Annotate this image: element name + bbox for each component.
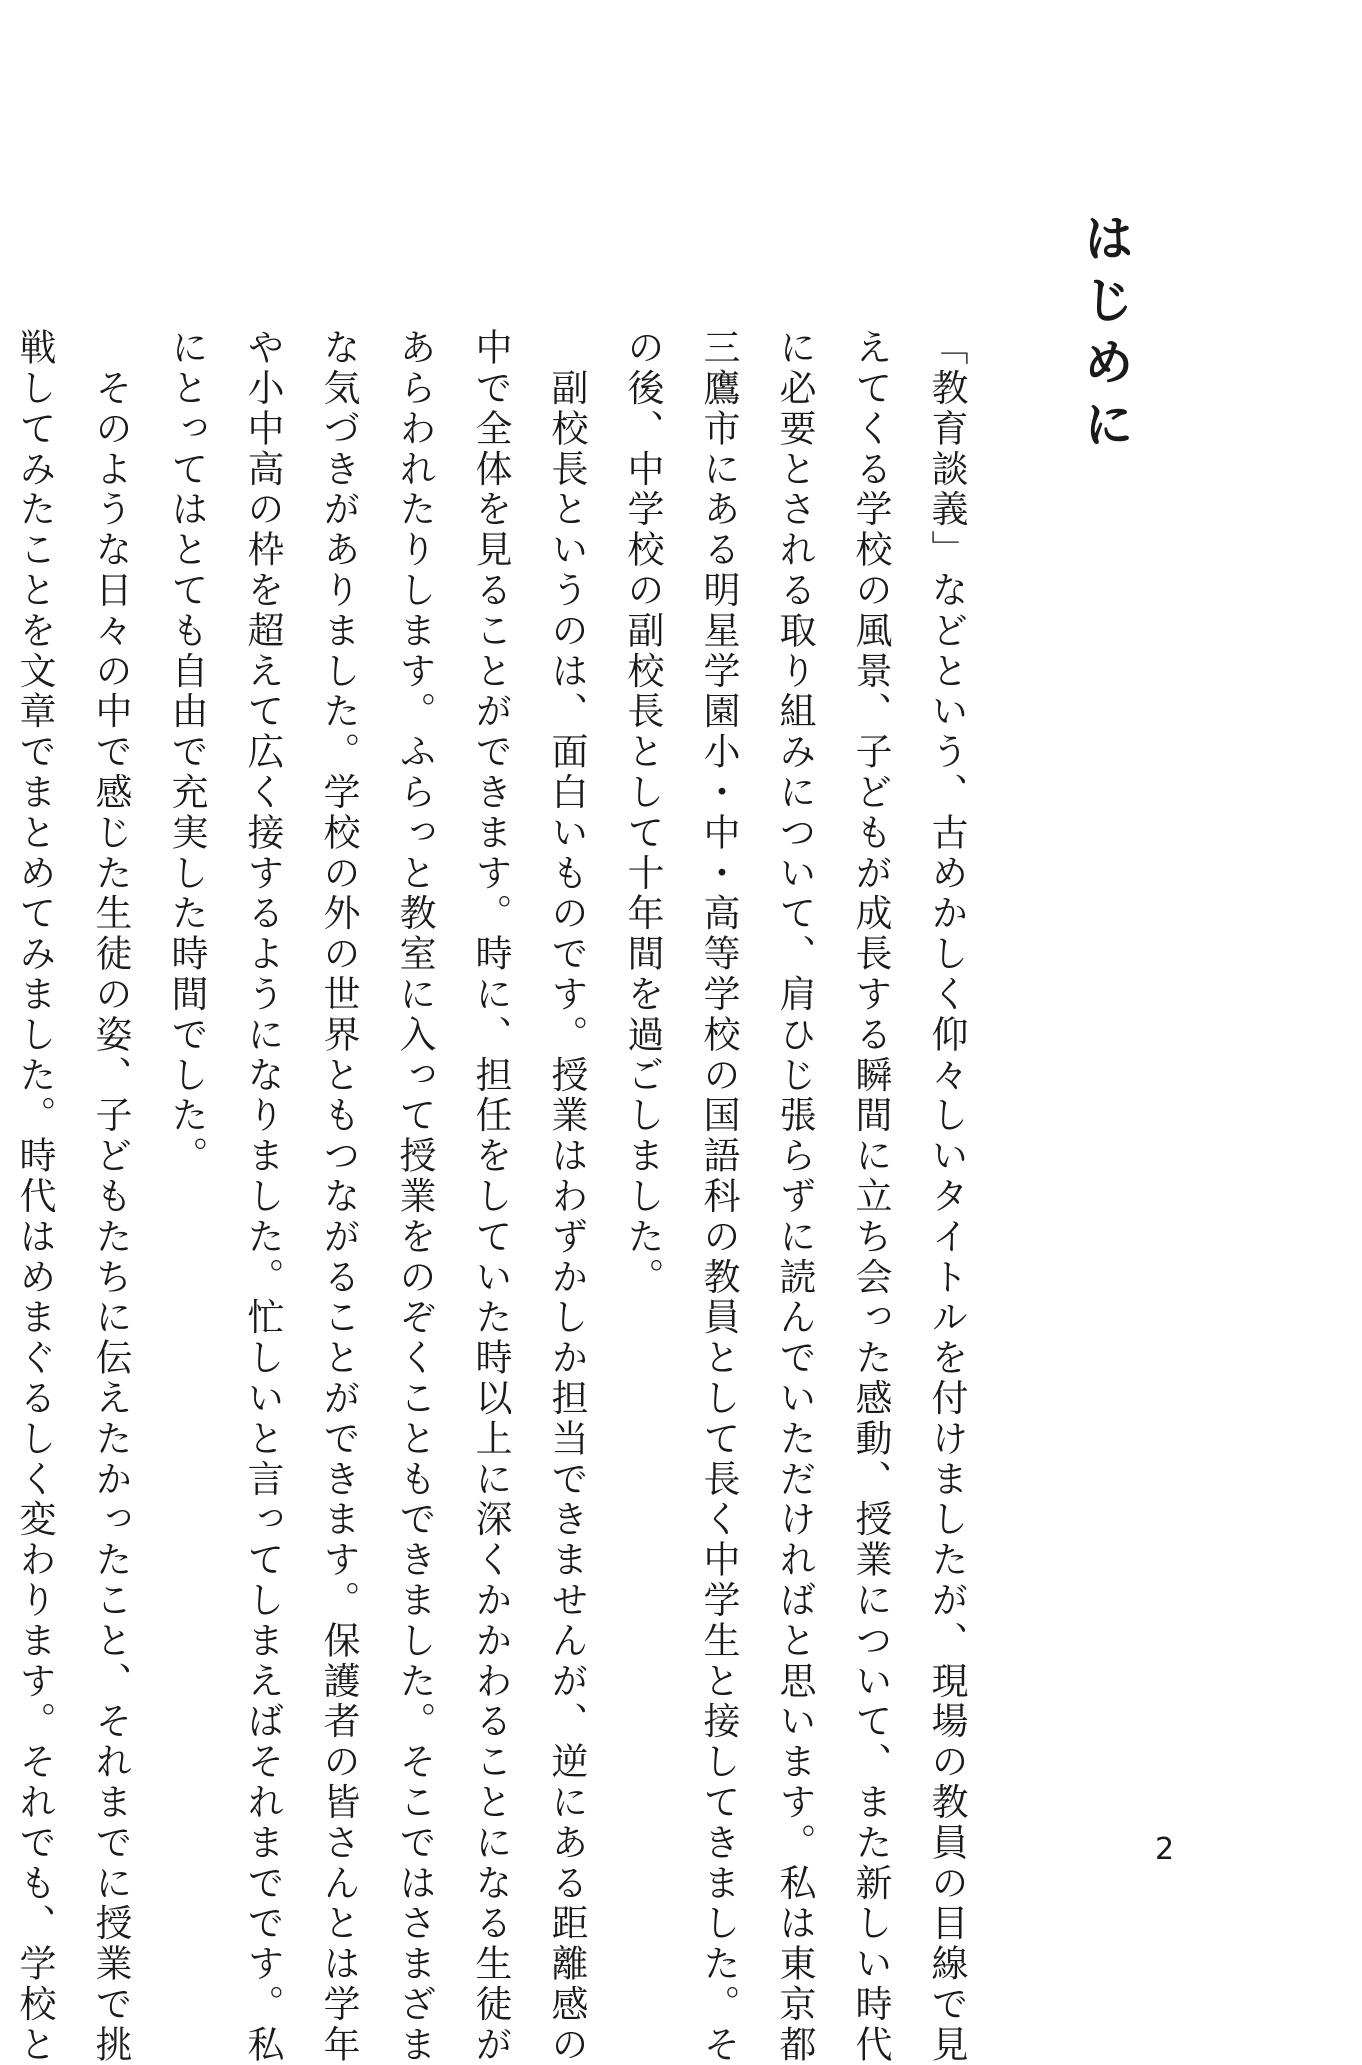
text-line: 三鷹市にある明星学園小・中・高等学校の国語科の教員として長く中学生と接してきました。そ: [697, 328, 740, 2065]
text-line: の後、中学校の副校長として十年間を過ごしました。: [621, 328, 664, 1298]
text-line: にとってはとても自由で充実した時間でした。: [165, 328, 208, 1177]
text-line: な気づきがありました。学校の外の世界ともつながることができます。保護者の皆さんとは学年: [317, 328, 360, 2065]
text-line: 戦してみたことを文章でまとめてみました。時代はめまぐるしく変わります。それでも、学校と: [13, 328, 56, 2065]
chapter-title: はじめに: [1076, 212, 1134, 460]
text-line: えてくる学校の風景、子どもが成長する瞬間に立ち会った感動、授業について、また新しい時代: [849, 328, 892, 2065]
text-line: 副校長というのは、面白いものです。授業はわずかしか担当できませんが、逆にある距離感の: [545, 328, 588, 2065]
text-line: 中で全体を見ることができます。時に、担任をしていた時以上に深くかかわることになる生徒が: [469, 328, 512, 2065]
page-number: 2: [1155, 1832, 1175, 1867]
text-line: そのような日々の中で感じた生徒の姿、子どもたちに伝えたかったこと、それまでに授業で挑: [89, 328, 132, 2065]
text-line: あらわれたりします。ふらっと教室に入って授業をのぞくこともできました。そこではさまざま: [393, 328, 436, 2065]
text-line: 「教育談義」などという、古めかしく仰々しいタイトルを付けましたが、現場の教員の目線で見: [925, 328, 968, 2065]
text-line: に必要とされる取り組みについて、肩ひじ張らずに読んでいただければと思います。私は東京都: [773, 328, 816, 2065]
text-line: や小中高の枠を超えて広く接するようになりました。忙しいと言ってしまえばそれまでです。私: [241, 328, 284, 2065]
body-text: [13, 328, 984, 2065]
